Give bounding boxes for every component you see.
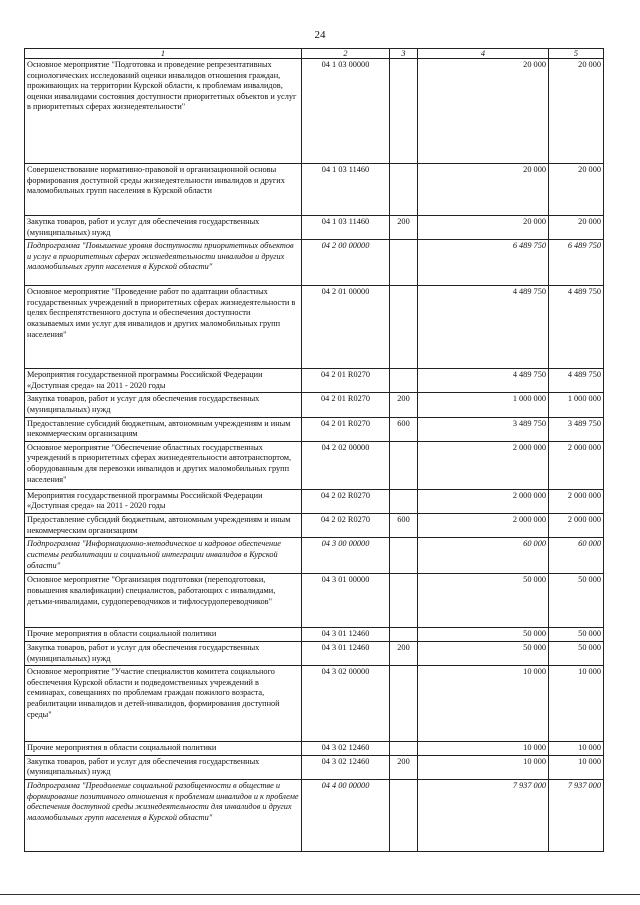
table-row [25, 441, 604, 489]
row-group-cell [390, 779, 418, 851]
row-name-cell: Закупка товаров, работ и услуг для обеспечения государственных (муниципальных) нужд [25, 755, 302, 779]
row-value-total-cell: 2 000 000 [549, 489, 604, 513]
row-name-cell: Мероприятия государственной программы Российской Федерации «Доступная среда» на 2011 - 2020 годы [25, 369, 302, 393]
row-code-cell: 04 3 01 00000 [302, 574, 390, 628]
row-group-cell [390, 441, 418, 489]
row-value-2019-cell: 20 000 [418, 216, 549, 240]
row-value-2019-cell: 50 000 [418, 628, 549, 642]
row-value-2019-cell: 10 000 [418, 666, 549, 742]
row-code-cell: 04 2 02 R0270 [302, 489, 390, 513]
row-group-cell [390, 628, 418, 642]
row-name-cell: Подпрограмма "Повышение уровня доступности приоритетных объектов и услуг в приоритетных сферах жизнедеятельности инвалидов и других маломобильных групп населения в Курской области" [25, 240, 302, 286]
row-value-total-cell: 10 000 [549, 666, 604, 742]
row-value-2019-cell: 50 000 [418, 574, 549, 628]
row-value-2019-cell: 7 937 000 [418, 779, 549, 851]
row-name-cell: Предоставление субсидий бюджетным, автономным учреждениям и иным некоммерческим организациям [25, 514, 302, 538]
page-number: 24 [314, 29, 326, 41]
row-group-cell: 600 [390, 417, 418, 441]
table-row [25, 393, 604, 417]
row-value-total-cell: 3 489 750 [549, 417, 604, 441]
table-row [25, 59, 604, 164]
row-code-cell: 04 3 00 00000 [302, 538, 390, 574]
row-value-total-cell: 1 000 000 [549, 393, 604, 417]
row-name-cell: Совершенствование нормативно-правовой и организационной основы формирования доступной среды жизнедеятельности инвалидов и других маломобильных групп населения в Курской области [25, 164, 302, 216]
row-value-total-cell: 4 489 750 [549, 286, 604, 369]
row-value-total-cell: 7 937 000 [549, 779, 604, 851]
row-code-cell: 04 2 01 R0270 [302, 417, 390, 441]
row-value-2019-cell: 2 000 000 [418, 489, 549, 513]
row-value-2019-cell: 2 000 000 [418, 514, 549, 538]
table-row [25, 369, 604, 393]
row-group-cell: 200 [390, 641, 418, 665]
row-code-cell: 04 2 02 00000 [302, 441, 390, 489]
row-name-cell: Предоставление субсидий бюджетным, автономным учреждениям и иным некоммерческим организациям [25, 417, 302, 441]
row-group-cell [390, 666, 418, 742]
column-header: 1 [25, 49, 302, 59]
row-value-2019-cell: 60 000 [418, 538, 549, 574]
row-name-cell: Закупка товаров, работ и услуг для обеспечения государственных (муниципальных) нужд [25, 641, 302, 665]
table-row [25, 164, 604, 216]
row-value-total-cell: 2 000 000 [549, 441, 604, 489]
row-value-total-cell: 20 000 [549, 164, 604, 216]
row-value-total-cell: 6 489 750 [549, 240, 604, 286]
row-group-cell [390, 574, 418, 628]
table-row [25, 216, 604, 240]
row-code-cell: 04 3 02 12460 [302, 755, 390, 779]
row-group-cell: 200 [390, 393, 418, 417]
table-row [25, 742, 604, 756]
row-group-cell [390, 369, 418, 393]
subprogram-row [25, 240, 604, 286]
row-name-cell: Основное мероприятие "Участие специалистов комитета социального обеспечения Курской области и подведомственных учреждений в семинарах, совещаниях по проблемам граждан пожилого возраста, реабилитации инвалидов и детей-инвалидов, формирования доступной среды" [25, 666, 302, 742]
row-group-cell: 200 [390, 755, 418, 779]
table-row [25, 489, 604, 513]
row-value-total-cell: 10 000 [549, 755, 604, 779]
row-group-cell: 600 [390, 514, 418, 538]
row-value-2019-cell: 20 000 [418, 164, 549, 216]
row-group-cell: 200 [390, 216, 418, 240]
row-value-2019-cell: 10 000 [418, 742, 549, 756]
row-value-total-cell: 4 489 750 [549, 369, 604, 393]
row-value-2019-cell: 10 000 [418, 755, 549, 779]
row-value-total-cell: 50 000 [549, 628, 604, 642]
row-name-cell: Прочие мероприятия в области социальной политики [25, 628, 302, 642]
row-code-cell: 04 2 01 R0270 [302, 369, 390, 393]
row-value-2019-cell: 4 489 750 [418, 286, 549, 369]
row-value-2019-cell: 2 000 000 [418, 441, 549, 489]
row-value-2019-cell: 3 489 750 [418, 417, 549, 441]
row-group-cell [390, 489, 418, 513]
row-code-cell: 04 2 02 R0270 [302, 514, 390, 538]
row-group-cell [390, 240, 418, 286]
row-value-total-cell: 50 000 [549, 574, 604, 628]
row-group-cell [390, 164, 418, 216]
row-value-total-cell: 10 000 [549, 742, 604, 756]
row-name-cell: Закупка товаров, работ и услуг для обеспечения государственных (муниципальных) нужд [25, 216, 302, 240]
row-group-cell [390, 538, 418, 574]
subprogram-row [25, 779, 604, 851]
row-code-cell: 04 3 01 12460 [302, 641, 390, 665]
row-value-2019-cell: 4 489 750 [418, 369, 549, 393]
column-header: 4 [418, 49, 549, 59]
column-header: 5 [549, 49, 604, 59]
row-name-cell: Основное мероприятие "Проведение работ по адаптации областных государственных учреждений в приоритетных сферах жизнедеятельности в целях беспрепятственного доступа и обеспечения доступности оказываемых ими услуг для инвалидов и других маломобильных групп населения" [25, 286, 302, 369]
column-header: 2 [302, 49, 390, 59]
row-name-cell: Закупка товаров, работ и услуг для обеспечения государственных (муниципальных) нужд [25, 393, 302, 417]
row-name-cell: Основное мероприятие "Организация подготовки (переподготовки, повышения квалификации) специалистов, работающих с инвалидами, детьми-инвалидами, сурдопереводчиков и тифлосурдопереводчиков" [25, 574, 302, 628]
page-divider [0, 894, 640, 895]
row-group-cell [390, 286, 418, 369]
row-name-cell: Прочие мероприятия в области социальной политики [25, 742, 302, 756]
row-name-cell: Основное мероприятие "Обеспечение областных государственных учреждений в приоритетных сферах жизнедеятельности автотранспортом, оборудованным для перевозки инвалидов и других маломобильных групп населения" [25, 441, 302, 489]
row-value-total-cell: 20 000 [549, 216, 604, 240]
subprogram-row [25, 538, 604, 574]
row-value-2019-cell: 50 000 [418, 641, 549, 665]
row-value-2019-cell: 20 000 [418, 59, 549, 164]
table-row [25, 641, 604, 665]
table-header-row [25, 49, 604, 59]
row-code-cell: 04 1 03 11460 [302, 164, 390, 216]
table-row [25, 574, 604, 628]
row-value-total-cell: 50 000 [549, 641, 604, 665]
row-value-2019-cell: 6 489 750 [418, 240, 549, 286]
column-header: 3 [390, 49, 418, 59]
row-code-cell: 04 3 01 12460 [302, 628, 390, 642]
row-value-2019-cell: 1 000 000 [418, 393, 549, 417]
row-value-total-cell: 20 000 [549, 59, 604, 164]
row-code-cell: 04 4 00 00000 [302, 779, 390, 851]
table-row [25, 417, 604, 441]
row-value-total-cell: 60 000 [549, 538, 604, 574]
budget-table [24, 48, 604, 852]
table-row [25, 286, 604, 369]
row-code-cell: 04 3 02 12460 [302, 742, 390, 756]
table-row [25, 514, 604, 538]
row-name-cell: Подпрограмма "Преодоление социальной разобщенности в обществе и формирование позитивного отношения к проблемам инвалидов и к проблеме обеспечения доступной среды жизнедеятельности для инвалидов и других маломобильных групп населения в Курской области" [25, 779, 302, 851]
row-name-cell: Подпрограмма "Информационно-методическое и кадровое обеспечение системы реабилитации и социальной интеграции инвалидов в Курской области" [25, 538, 302, 574]
row-name-cell: Основное мероприятие "Подготовка и проведение репрезентативных социологических исследований оценки инвалидов отношения граждан, проживающих на территории Курской области, к проблемам инвалидов, оценки инвалидами состояния доступности приоритетных объектов и услуг в приоритетных сферах жизнедеятельности" [25, 59, 302, 164]
table-row [25, 628, 604, 642]
table-row [25, 755, 604, 779]
row-value-total-cell: 2 000 000 [549, 514, 604, 538]
row-code-cell: 04 2 00 00000 [302, 240, 390, 286]
row-group-cell [390, 59, 418, 164]
row-code-cell: 04 1 03 11460 [302, 216, 390, 240]
row-group-cell [390, 742, 418, 756]
row-name-cell: Мероприятия государственной программы Российской Федерации «Доступная среда» на 2011 - 2020 годы [25, 489, 302, 513]
row-code-cell: 04 3 02 00000 [302, 666, 390, 742]
row-code-cell: 04 1 03 00000 [302, 59, 390, 164]
row-code-cell: 04 2 01 R0270 [302, 393, 390, 417]
row-code-cell: 04 2 01 00000 [302, 286, 390, 369]
table-row [25, 666, 604, 742]
